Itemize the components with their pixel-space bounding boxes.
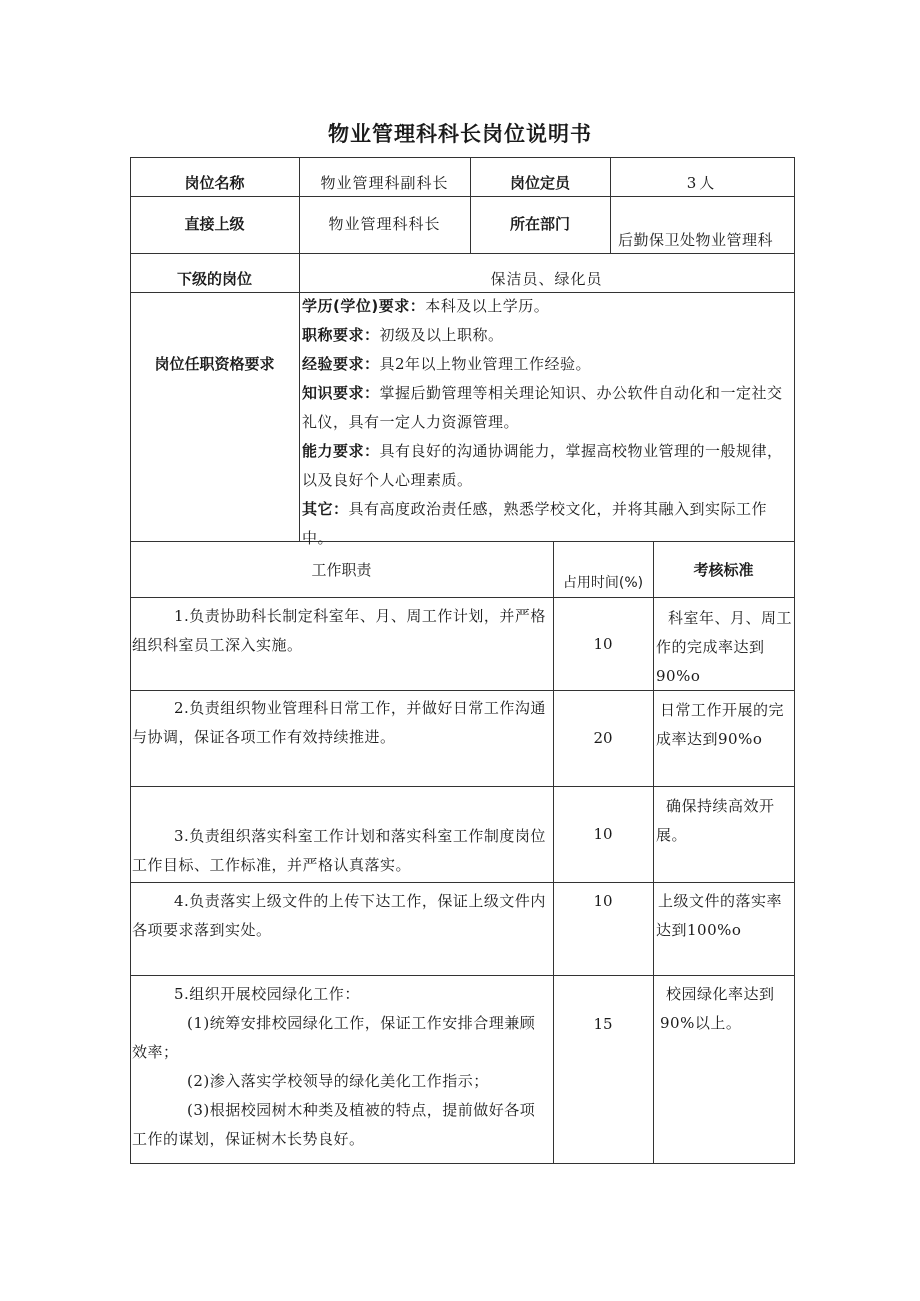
duty-text: 2.负责组织物业管理科日常工作，并做好日常工作沟通与协调，保证各项工作有效持续推进。 [132, 699, 546, 746]
headcount-label: 岗位定员 [509, 174, 570, 192]
duty-text-group [132, 980, 550, 1154]
qualification-item: 能力要求：具有良好的沟通协调能力，掌握高校物业管理的一般规律，以及良好个人心理素质。 [302, 442, 783, 489]
duty-text: 4.负责落实上级文件的上传下达工作，保证上级文件内各项要求落到实处。 [132, 892, 546, 939]
superior-label: 直接上级 [184, 215, 245, 233]
page-title: 物业管理科科长岗位说明书 [328, 122, 592, 146]
duty-time: 10 [593, 892, 613, 910]
position-name-label: 岗位名称 [184, 174, 245, 192]
dept-label: 所在部门 [509, 215, 570, 233]
qualifications-list [302, 292, 792, 553]
duty-text: 1.负责协助科长制定科室年、月、周工作计划，并严格组织科室员工深入实施。 [132, 607, 546, 654]
duty-standard: 确保持续高效开展。 [656, 797, 775, 844]
duty-standard: 校园绿化率达到90%以上。 [660, 985, 775, 1032]
duty-time: 10 [593, 635, 613, 653]
position-name-value: 物业管理科副科长 [320, 174, 449, 192]
duty-time: 10 [593, 825, 613, 843]
subordinate-label: 下级的岗位 [176, 270, 252, 288]
duty-standard: 日常工作开展的完成率达到90%o [656, 701, 785, 748]
qualification-item: 其它：具有高度政治责任感，熟悉学校文化，并将其融入到实际工作中。 [302, 500, 768, 547]
qualification-item: 学历(学位)要求：本科及以上学历。 [302, 297, 550, 315]
duty-text: 3.负责组织落实科室工作计划和落实科室工作制度岗位工作目标、工作标准，并严格认真落实。 [132, 827, 546, 874]
duty-subitem: (2)渗入落实学校领导的绿化美化工作指示； [187, 1072, 489, 1090]
qualification-item: 知识要求：掌握后勤管理等相关理论知识、办公软件自动化和一定社交礼仪，具有一定人力资源管理。 [302, 384, 783, 431]
qualification-item: 经验要求：具2年以上物业管理工作经验。 [302, 355, 592, 373]
duty-text: 5.组织开展校园绿化工作： [174, 985, 360, 1003]
duties-header-standard: 考核标准 [693, 561, 754, 579]
qualifications-label: 岗位任职资格要求 [154, 355, 275, 373]
dept-value: 后勤保卫处物业管理科 [618, 231, 774, 249]
duty-time: 20 [593, 729, 613, 747]
duty-standard: 科室年、月、周工作的完成率达到90%o [656, 609, 793, 685]
duties-header-duty: 工作职责 [311, 561, 372, 579]
duty-subitem: (1)统筹安排校园绿化工作，保证工作安排合理兼顾效率； [132, 1014, 536, 1061]
duty-subitem: (3)根据校园树木种类及植被的特点，提前做好各项工作的谋划，保证树木长势良好。 [132, 1101, 536, 1148]
duty-time: 15 [593, 1015, 613, 1033]
subordinate-value: 保洁员、绿化员 [490, 270, 603, 288]
headcount-value: 3人 [686, 174, 718, 192]
duties-header-time: 占用时间(%) [562, 575, 644, 591]
superior-value: 物业管理科科长 [328, 215, 441, 233]
qualification-item: 职称要求：初级及以上职称。 [302, 326, 504, 344]
duty-standard: 上级文件的落实率达到100%o [656, 892, 783, 939]
